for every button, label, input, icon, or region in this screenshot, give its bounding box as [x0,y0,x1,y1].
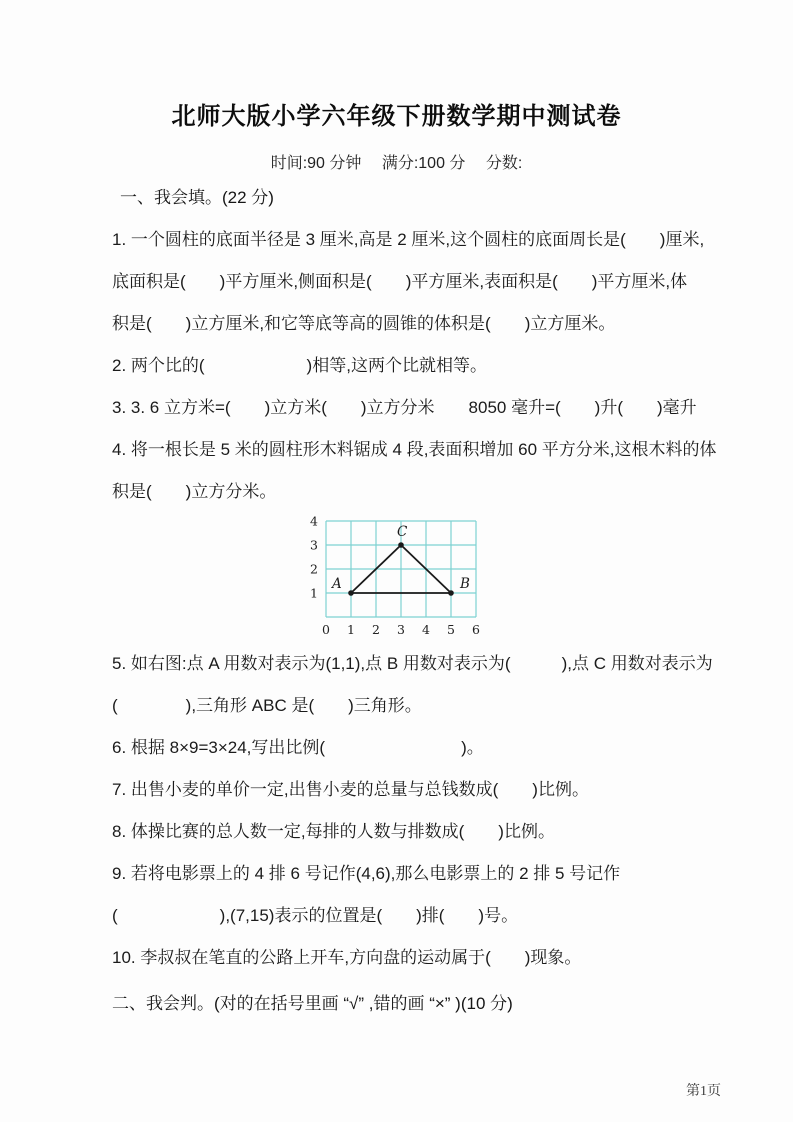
x-tick-label: 6 [472,622,480,637]
question-line: ( ),三角形 ABC 是( )三角形。 [112,696,422,715]
page-number: 第1页 [686,1084,721,1099]
x-tick-label: 5 [447,622,455,637]
question-line: 10. 李叔叔在笔直的公路上开车,方向盘的运动属于( )现象。 [112,948,582,967]
question-line: 3. 3. 6 立方米=( )立方米( )立方分米 8050 毫升=( )升( )毫升 [112,398,697,417]
vertex-point-C [398,542,404,548]
vertex-label-C: C [397,524,408,540]
vertex-point-B [448,590,454,596]
y-tick-label: 3 [310,537,318,553]
question-line: 8. 体操比赛的总人数一定,每排的人数与排数成( )比例。 [112,822,555,841]
section1-heading: 一、我会填。(22 分) [120,188,274,207]
y-tick-label: 4 [310,513,318,529]
x-tick-label: 0 [322,622,330,637]
x-tick-label: 4 [422,622,430,637]
section2-heading: 二、我会判。(对的在括号里画 “√” ,错的画 “×” )(10 分) [112,994,513,1013]
question-line: ( ),(7,15)表示的位置是( )排( )号。 [112,906,519,925]
question-line: 4. 将一根长是 5 米的圆柱形木料锯成 4 段,表面积增加 60 平方分米,这根木料的体 [112,440,717,459]
question-line: 2. 两个比的( )相等,这两个比就相等。 [112,356,487,375]
vertex-point-A [348,590,354,596]
x-tick-label: 1 [347,622,355,637]
vertex-label-B: B [460,576,470,592]
x-tick-label: 2 [372,622,380,637]
questions-block-1 [112,219,721,513]
question-line: 1. 一个圆柱的底面半径是 3 厘米,高是 2 厘米,这个圆柱的底面周长是( )厘米, [112,230,705,249]
questions-block-2 [112,643,721,979]
question-line: 积是( )立方厘米,和它等底等高的圆锥的体积是( )立方厘米。 [112,314,616,333]
y-tick-label: 1 [310,585,318,601]
exam-meta: 时间:90 分钟 满分:100 分 分数: [270,155,523,172]
coordinate-grid-figure [300,513,721,643]
question-line: 6. 根据 8×9=3×24,写出比例( )。 [112,738,484,757]
vertex-label-A: A [332,576,342,592]
question-line: 底面积是( )平方厘米,侧面积是( )平方厘米,表面积是( )平方厘米,体 [112,272,688,291]
question-line: 5. 如右图:点 A 用数对表示为(1,1),点 B 用数对表示为( ),点 C 用数对表示为 [112,654,713,673]
grid-figure-svg [300,513,500,643]
page-title: 北师大版小学六年级下册数学期中测试卷 [171,103,622,130]
question-line: 7. 出售小麦的单价一定,出售小麦的总量与总钱数成( )比例。 [112,780,589,799]
paper-content [112,177,721,1025]
question-line: 积是( )立方分米。 [112,482,277,501]
y-tick-label: 2 [310,561,318,577]
question-line: 9. 若将电影票上的 4 排 6 号记作(4,6),那么电影票上的 2 排 5 号记作 [112,864,621,883]
x-tick-label: 3 [397,622,405,637]
